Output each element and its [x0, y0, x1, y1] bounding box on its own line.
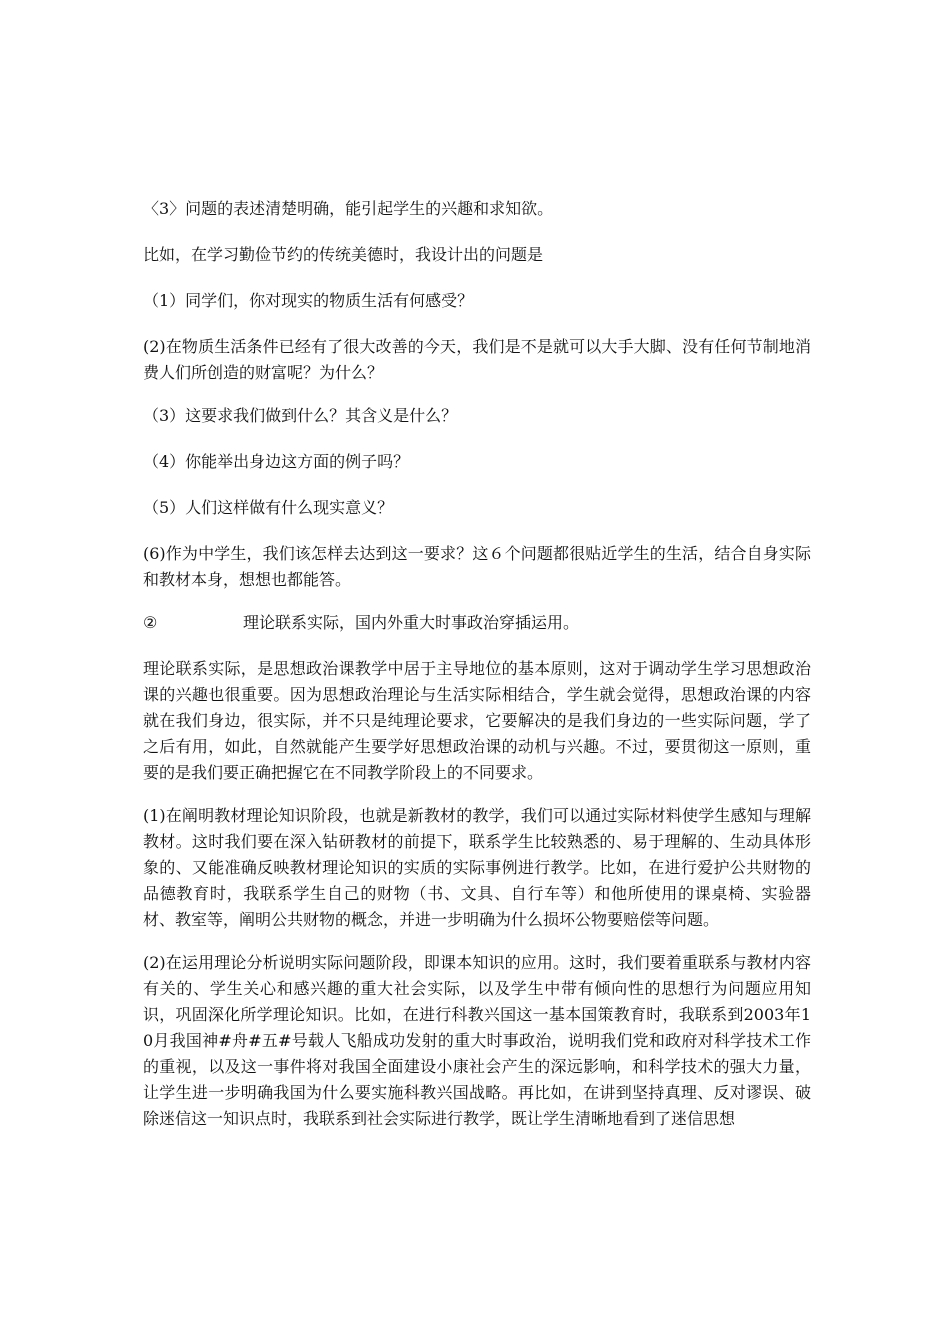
document-page: [143, 196, 811, 1149]
paragraph-question-3: （3）这要求我们做到什么？其含义是什么？: [143, 406, 458, 425]
paragraph-question-4: （4）你能举出身边这方面的例子吗？: [143, 452, 410, 471]
paragraph-criterion-3: 〈3〉问题的表述清楚明确，能引起学生的兴趣和求知欲。: [143, 199, 554, 218]
section-title: 理论联系实际，国内外重大时事政治穿插运用。: [243, 613, 580, 632]
paragraph-question-6: (6)作为中学生，我们该怎样去达到这一要求？这６个问题都很贴近学生的生活，结合自身实际和教材本身，想想也都能答。: [143, 544, 811, 589]
paragraph-question-1: （1）同学们，你对现实的物质生活有何感受？: [143, 291, 474, 310]
paragraph-principle: 理论联系实际，是思想政治课教学中居于主导地位的基本原则，这对于调动学生学习思想政治课的兴趣也很重要。因为思想政治理论与生活实际相结合，学生就会觉得，思想政治课的内容就在我们身边，很实际，并不只是纯理论要求，它要解决的是我们身边的一些实际问题，学了之后有用，如此，自然就能产生要学好思想政治课的动机与兴趣。不过，要贯彻这一原则，重要的是我们要正确把握它在不同教学阶段上的不同要求。: [143, 659, 811, 782]
paragraph-question-2: (2)在物质生活条件已经有了很大改善的今天，我们是不是就可以大手大脚、没有任何节制地消费人们所创造的财富呢？为什么？: [143, 337, 811, 382]
section-mark: ②: [143, 613, 158, 632]
paragraph-stage-2: (2)在运用理论分析说明实际问题阶段，即课本知识的应用。这时，我们要着重联系与教材内容有关的、学生关心和感兴趣的重大社会实际，以及学生中带有倾向性的思想行为问题应用知识，巩固深化所学理论知识。比如，在进行科教兴国这一基本国策教育时，我联系到2003年10月我国神#舟#五#号载人飞船成功发射的重大时事政治，说明我们党和政府对科学技术工作的重视，以及这一事件将对我国全面建设小康社会产生的深远影响，和科学技术的强大力量，让学生进一步明确我国为什么要实施科教兴国战略。再比如，在讲到坚持真理、反对谬误、破除迷信这一知识点时，我联系到社会实际进行教学，既让学生清晰地看到了迷信思想: [143, 953, 811, 1128]
section-heading: [143, 610, 811, 636]
paragraph-example-intro: 比如，在学习勤俭节约的传统美德时，我设计出的问题是: [143, 245, 544, 264]
paragraph-stage-1: (1)在阐明教材理论知识阶段，也就是新教材的教学，我们可以通过实际材料使学生感知与理解教材。这时我们要在深入钻研教材的前提下，联系学生比较熟悉的、易于理解的、生动具体形象的、又能准确反映教材理论知识的实质的实际事例进行教学。比如，在进行爱护公共财物的品德教育时，我联系学生自己的财物（书、文具、自行车等）和他所使用的课桌椅、实验器材、教室等，阐明公共财物的概念，并进一步明确为什么损坏公物要赔偿等问题。: [143, 806, 811, 929]
paragraph-question-5: （5）人们这样做有什么现实意义？: [143, 498, 394, 517]
